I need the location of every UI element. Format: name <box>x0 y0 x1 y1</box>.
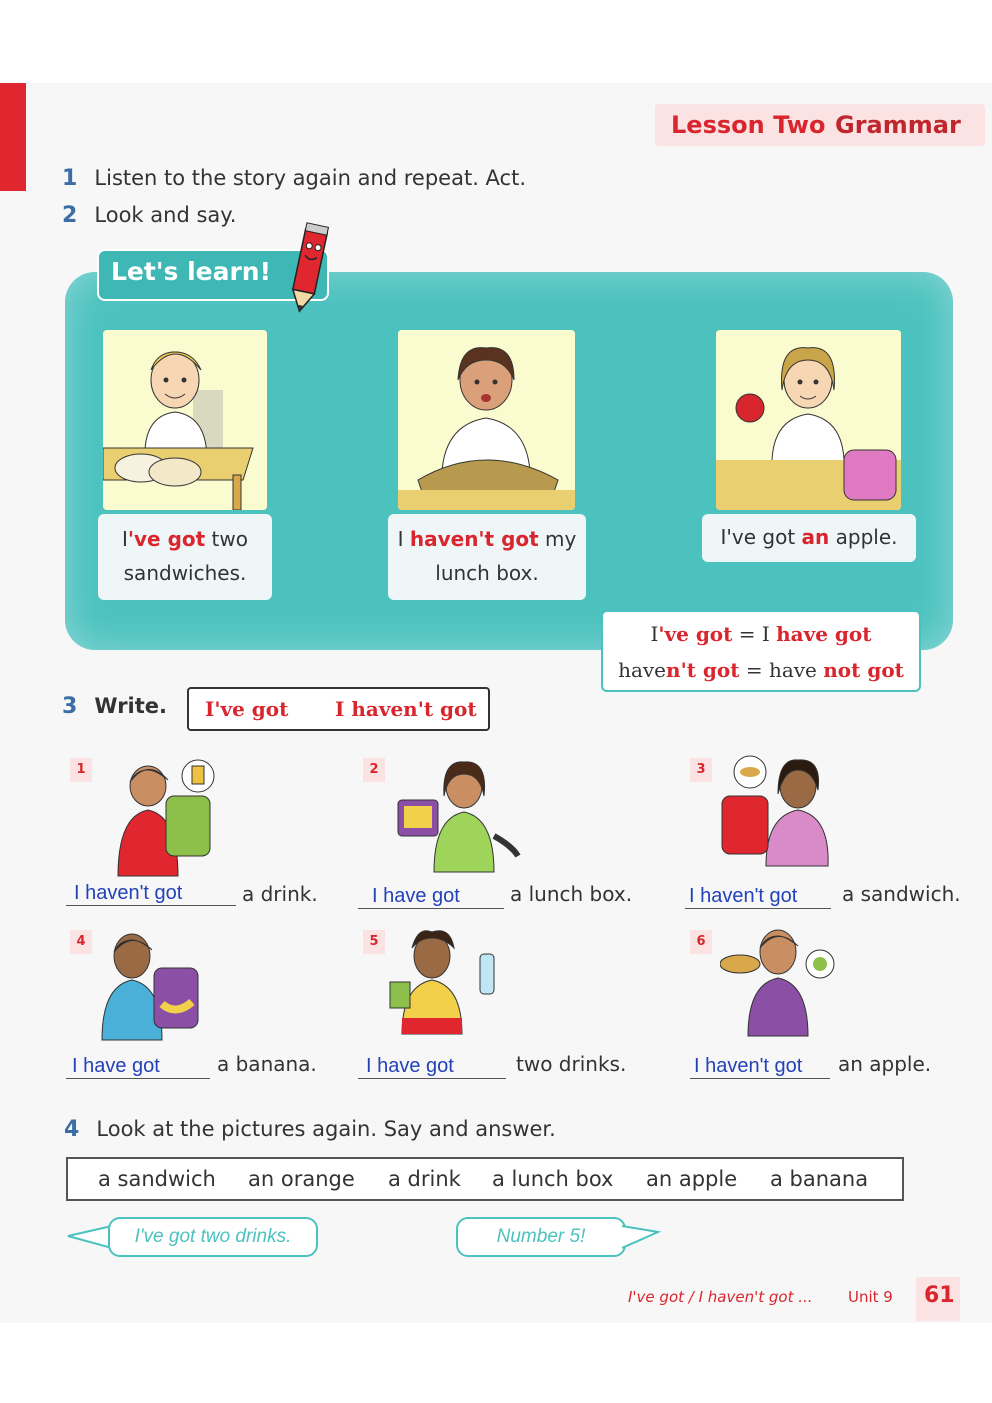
caption-text: I <box>397 527 410 551</box>
rule-text: I <box>650 622 659 646</box>
sentence-end-2: a lunch box. <box>510 882 633 906</box>
word-bank-box <box>66 1157 904 1201</box>
footer-topic: I've got / I haven't got ... <box>628 1288 813 1306</box>
illustration-girl-apple <box>716 330 901 510</box>
page-number: 61 <box>924 1283 955 1308</box>
speech-bubble-right: Number 5! <box>456 1217 626 1257</box>
task-instruction: Look at the pictures again. Say and answer. <box>96 1117 556 1141</box>
girl-two-drinks-image <box>388 926 508 1036</box>
caption-text: sandwiches. <box>123 561 247 585</box>
item-number-badge: 4 <box>70 930 92 954</box>
task-instruction: Listen to the story again and repeat. Act. <box>94 166 526 190</box>
lesson-section: Grammar <box>835 111 961 139</box>
caption-text: I've got <box>720 525 802 549</box>
sentence-end-3: a sandwich. <box>842 882 961 906</box>
sentence-end-4: a banana. <box>217 1052 317 1076</box>
answer-6[interactable]: I haven't got <box>690 1055 830 1079</box>
boy-sandwiches-image <box>103 330 267 510</box>
caption-text: my <box>538 527 577 551</box>
answer-5[interactable]: I have got <box>358 1055 506 1079</box>
grammar-rule-box <box>601 610 921 692</box>
item-number-badge: 2 <box>363 758 385 782</box>
caption-text: I <box>121 527 128 551</box>
caption-highlight: an <box>801 525 830 549</box>
task-1 <box>62 166 526 191</box>
answer-2[interactable]: I have got <box>358 885 504 909</box>
task-instruction: Write. <box>94 694 168 718</box>
caption-text: pple. <box>847 525 898 549</box>
caption-text: lunch box. <box>435 561 539 585</box>
girl-apple-image <box>716 330 901 510</box>
rule-highlight: not got <box>823 658 904 682</box>
rule-text: = have <box>739 658 824 682</box>
item-number-badge: 1 <box>70 758 92 782</box>
pencil-mascot-icon <box>284 216 332 316</box>
task-2 <box>62 203 236 228</box>
rule-highlight: have got <box>776 622 872 646</box>
rule-highlight: 've got <box>658 622 733 646</box>
word-bank-item: a lunch box <box>492 1167 614 1191</box>
task-number: 1 <box>62 166 78 191</box>
caption-text: a <box>829 525 848 549</box>
caption-2 <box>388 514 586 600</box>
girl-lunchbox-image <box>398 330 575 510</box>
task-number: 2 <box>62 203 78 228</box>
caption-1 <box>98 514 272 600</box>
answer-3[interactable]: I haven't got <box>685 885 831 909</box>
boy-no-apple-image <box>720 926 840 1038</box>
speech-tail-left-icon <box>66 1222 112 1252</box>
answer-1[interactable]: I haven't got <box>66 882 236 906</box>
caption-3 <box>702 514 916 562</box>
task-4 <box>64 1117 556 1142</box>
rule-highlight: n't got <box>666 658 740 682</box>
task-3 <box>62 694 167 719</box>
answer-4[interactable]: I have got <box>66 1055 210 1079</box>
sentence-end-5: two drinks. <box>516 1052 627 1076</box>
rule-text: have <box>618 658 667 682</box>
option-ive-got: I've got <box>205 697 289 721</box>
speech-tail-right-icon <box>622 1222 662 1252</box>
boy-with-banana-image <box>96 930 206 1042</box>
word-options-box <box>187 687 490 731</box>
sentence-end-6: an apple. <box>838 1052 932 1076</box>
speech-bubble-left: I've got two drinks. <box>108 1217 318 1257</box>
footer-unit: Unit 9 <box>848 1288 893 1306</box>
caption-text: two <box>205 527 248 551</box>
task-number: 4 <box>64 1117 80 1142</box>
task-instruction: Look and say. <box>94 203 237 227</box>
illustration-boy-sandwiches <box>103 330 267 510</box>
task-number: 3 <box>62 694 78 719</box>
word-bank-item: an apple <box>646 1167 738 1191</box>
sentence-end-1: a drink. <box>242 882 318 906</box>
illustration-girl-no-lunchbox <box>398 330 575 510</box>
caption-highlight: 've got <box>127 527 206 551</box>
item-number-badge: 5 <box>363 930 385 954</box>
option-i-havent-got: I haven't got <box>335 697 477 721</box>
item-number-badge: 6 <box>690 930 712 954</box>
lets-learn-text: Let's learn! <box>111 257 271 286</box>
item-number-badge: 3 <box>690 758 712 782</box>
word-bank-item: a drink <box>388 1167 461 1191</box>
boy-lunchbox-no-drink-image <box>112 756 222 878</box>
girl-no-sandwich-image <box>716 754 846 870</box>
word-bank-item: a sandwich <box>98 1167 216 1191</box>
lesson-title: Lesson Two <box>671 111 826 139</box>
caption-highlight: haven't got <box>409 527 539 551</box>
rule-text: = I <box>732 622 777 646</box>
word-bank-item: an orange <box>248 1167 355 1191</box>
girl-with-lunchbox-image <box>394 756 524 874</box>
red-side-tab <box>0 83 26 191</box>
word-bank-item: a banana <box>770 1167 869 1191</box>
